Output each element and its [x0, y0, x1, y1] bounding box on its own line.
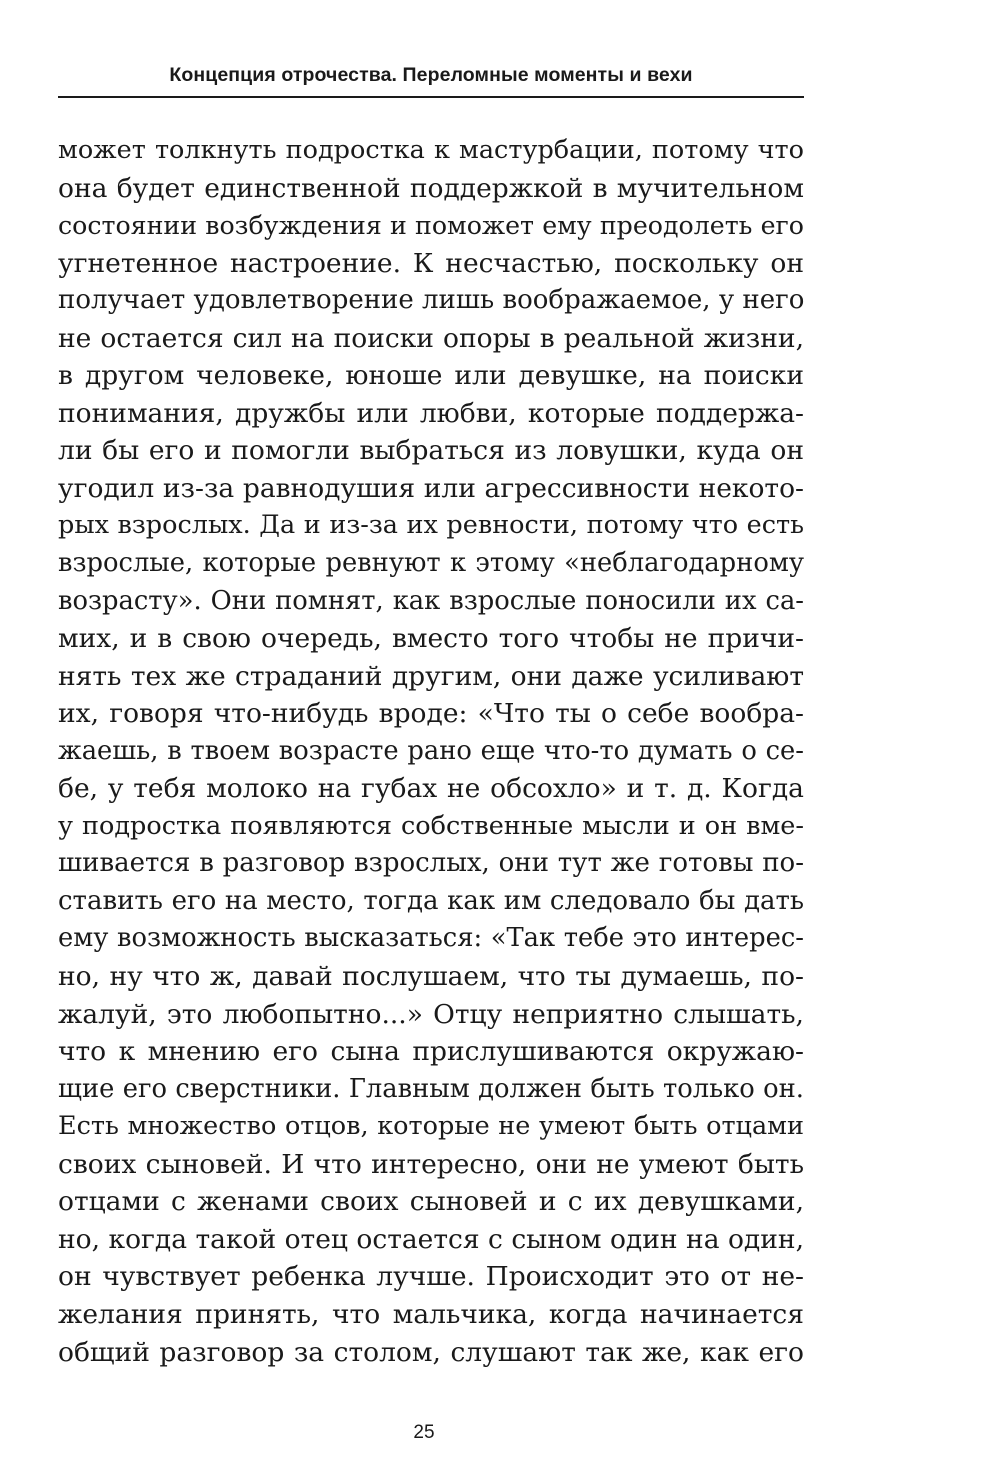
- running-head: Концепция отрочества. Переломные моменты и вехи: [169, 64, 693, 86]
- text-line: понимания, дружбы или любви, которые поддержа-: [58, 397, 804, 429]
- text-line: он чувствует ребенка лучше. Происходит это от не-: [58, 1261, 804, 1293]
- text-line: что к мнению его сына прислушиваются окружаю-: [58, 1036, 804, 1068]
- text-line: бе, у тебя молоко на губах не обсохло» и т. д. Когда: [58, 773, 804, 805]
- text-line: ли бы его и помогли выбраться из ловушки, куда он: [58, 435, 804, 467]
- text-line: она будет единственной поддержкой в мучительном: [58, 172, 804, 204]
- text-line: возрасту». Они помнят, как взрослые поносили их са-: [58, 585, 804, 616]
- text-line: ставить его на место, тогда как им следовало бы дать: [58, 885, 804, 916]
- text-line: угодил из-за равнодушия или агрессивности некото-: [58, 472, 804, 504]
- text-line: жаешь, в твоем возрасте рано еще что-то думать о се-: [58, 735, 804, 766]
- text-line: ему возможность высказаться: «Так тебе это интерес-: [58, 923, 804, 954]
- text-line: шивается в разговор взрослых, они тут же готовы по-: [58, 848, 804, 879]
- text-line: щие его сверстники. Главным должен быть только он.: [58, 1073, 804, 1104]
- text-line: но, когда такой отец остается с сыном один на один,: [58, 1223, 804, 1255]
- header-rule: [58, 96, 804, 98]
- page-number: 25: [413, 1422, 435, 1443]
- text-line: их, говоря что-нибудь вроде: «Что ты о себе вообра-: [58, 698, 804, 730]
- text-line: отцами с женами своих сыновей и с их девушками,: [58, 1186, 804, 1218]
- text-line: не остается сил на поиски опоры в реальной жизни,: [58, 322, 804, 354]
- text-line: у подростка появляются собственные мысли и он вме-: [58, 810, 804, 841]
- text-line: получает удовлетворение лишь воображаемое, у него: [58, 285, 804, 316]
- text-line: в другом человеке, юноше или девушке, на поиски: [58, 360, 804, 392]
- text-line: рых взрослых. Да и из-за их ревности, потому что есть: [58, 510, 804, 541]
- body-text: [58, 132, 804, 1371]
- text-line: может толкнуть подростка к мастурбации, потому что: [58, 135, 804, 165]
- text-line: общий разговор за столом, слушают так же, как его: [58, 1336, 804, 1368]
- text-line: угнетенное настроение. К несчастью, поскольку он: [58, 247, 804, 279]
- text-line: нять тех же страданий другим, они даже усиливают: [58, 660, 804, 692]
- text-line: но, ну что ж, давай послушаем, что ты думаешь, по-: [58, 961, 804, 993]
- text-line: желания принять, что мальчика, когда начинается: [58, 1298, 804, 1330]
- text-line: Есть множество отцов, которые не умеют быть отцами: [58, 1111, 804, 1142]
- text-line: жалуй, это любопытно...» Отцу неприятно слышать,: [58, 998, 804, 1030]
- text-line: взрослые, которые ревнуют к этому «неблагодарному: [58, 548, 804, 579]
- text-line: мих, и в свою очередь, вместо того чтобы не причи-: [58, 623, 804, 655]
- text-line: своих сыновей. И что интересно, они не умеют быть: [58, 1148, 804, 1180]
- text-line: состоянии возбуждения и поможет ему преодолеть его: [58, 211, 804, 241]
